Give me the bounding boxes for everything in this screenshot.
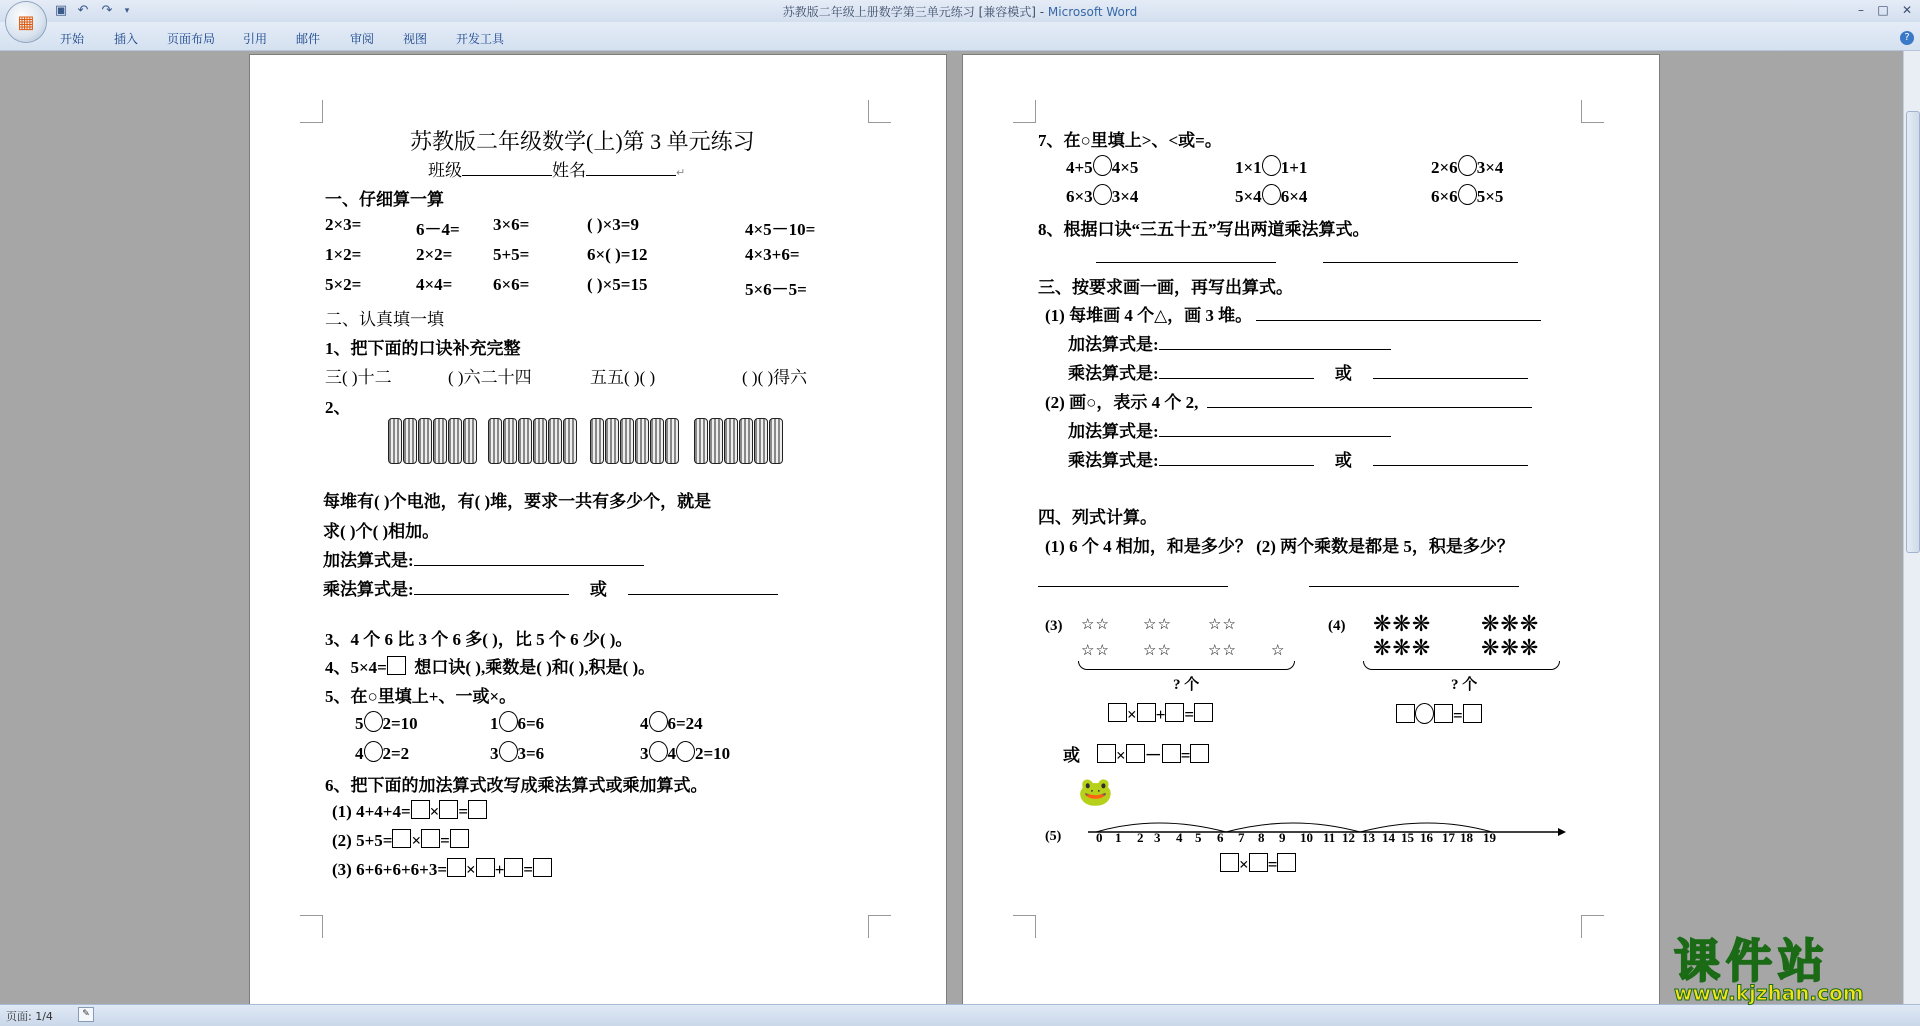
operator-circle[interactable] [649,741,668,762]
q2-line-2: 求( )个( )相加。 [323,522,440,541]
q7-rhs: 3×4 [1111,187,1139,206]
section-1-title: 一、仔细算一算 [325,190,444,209]
name-blank[interactable] [586,159,676,176]
q5-rhs: 3=6 [517,744,545,763]
q7-item [1235,155,1307,178]
crop-mark [1581,100,1604,123]
s3-2-add [1068,417,1391,442]
s3-1-add [1068,330,1391,355]
q6-item: (3) 6+6+6+6+3= × + = [332,858,552,880]
compare-circle[interactable] [1093,184,1112,205]
or-label: 或 [1334,451,1352,470]
mul-blank-2[interactable] [1373,449,1528,466]
number-line-tick: 9 [1279,830,1286,845]
q7-lhs: 6×3 [1066,187,1093,206]
q7-rhs: 5×5 [1476,187,1504,206]
answer-box[interactable] [447,858,466,877]
q7-item [1235,184,1307,207]
frog-icon: 🐸 [1078,777,1113,808]
page-2 [963,55,1659,1004]
answer-box[interactable] [1097,744,1116,763]
question-8: 8、根据口诀“三五十五”写出两道乘法算式。 [1038,220,1370,239]
answer-box[interactable] [411,800,430,819]
calc-cell: ( )×5=15 [587,275,648,294]
q5-mid: 4 [667,744,676,763]
mul-blank-2[interactable] [628,578,778,595]
q7-rhs: 4×5 [1111,158,1139,177]
crop-mark [300,100,323,123]
crop-mark [1581,915,1604,938]
add-formula-line [323,546,644,571]
q5-lhs: 4 [355,744,364,763]
tab-developer[interactable]: 开发工具 [456,32,505,46]
page-1 [250,55,946,1004]
star-pile: ☆☆ [1208,617,1237,633]
redo-icon[interactable]: ↷ [101,3,113,18]
answer-box[interactable] [1194,703,1213,722]
snowflake-pile: ❋❋❋ [1373,611,1432,636]
answer-box[interactable] [504,858,523,877]
answer-box[interactable] [421,829,440,848]
app-name: Microsoft Word [1047,5,1138,19]
answer-box[interactable] [1190,744,1209,763]
star-icon: ☆ [1271,643,1286,659]
calc-cell: 2×2= [416,245,453,264]
drawing-blank[interactable] [1207,391,1532,408]
vertical-scrollbar[interactable] [1903,51,1920,1004]
q5-item [490,741,544,764]
crop-mark [868,915,891,938]
section-2-title: 二、认真填一填 [325,310,444,329]
mul-label: 乘法算式是: [323,580,414,599]
operator-circle[interactable] [499,741,518,762]
answer-box[interactable] [1126,744,1145,763]
customize-quick-access-icon[interactable]: ▾ [124,6,130,16]
number-line-tick: 12 [1342,830,1355,845]
battery-pile [694,418,783,466]
s3-1-text: (1) 每堆画 4 个△，画 3 堆。 [1045,306,1253,325]
q5-item [640,741,730,764]
add-label: 加法算式是: [323,551,414,570]
number-line-tick: 4 [1176,830,1183,845]
number-line-tick: 5 [1195,830,1202,845]
calc-cell: 1×2= [325,245,362,264]
answer-box[interactable] [468,800,487,819]
number-line-tick: 13 [1362,830,1375,845]
number-line-tick: 19 [1483,830,1496,845]
q7-rhs: 1+1 [1280,158,1308,177]
calc-cell: 5×6－5= [745,280,807,299]
battery-pile [488,418,577,466]
mul-formula-line [323,575,778,600]
q1-item: ( )六二十四 [448,368,532,387]
page-indicator[interactable]: 页面: 1/4 [6,1010,53,1023]
s3-1-mul [1068,359,1528,384]
q7-rhs: 6×4 [1280,187,1308,206]
answer-box[interactable] [387,656,406,675]
q6-expr: (2) 5+5= [332,831,393,850]
section-4-title: 四、列式计算。 [1038,508,1157,527]
q4-prefix: 4、5×4= [325,658,387,677]
q5-lhs: 4 [640,714,649,733]
q1-item: 三( )十二 [325,368,392,387]
star-pile: ☆☆ [1208,643,1237,659]
q5-lhs: 1 [490,714,499,733]
answer-box[interactable] [450,829,469,848]
question-1: 1、把下面的口诀补充完整 [325,339,521,358]
calc-cell: ( )×3=9 [587,215,639,234]
minimize-icon[interactable]: – [1858,3,1864,17]
answer-box[interactable] [533,858,552,877]
q5-item [355,741,409,764]
mul-blank[interactable] [414,578,569,595]
q5-lhs: 3 [490,744,499,763]
tab-mailings[interactable]: 邮件 [296,32,321,46]
add-blank[interactable] [414,549,644,566]
or-label: 或 [1063,746,1080,765]
s4-blanks [1038,570,1519,592]
answer-box[interactable] [1137,703,1156,722]
brace [1078,661,1295,670]
question-7: 7、在○里填上>、<或=。 [1038,131,1222,150]
q5-rhs: 2=10 [382,714,418,733]
q5-rhs: 2=2 [382,744,410,763]
number-line-tick: 17 [1442,830,1455,845]
office-button[interactable]: ▦ [6,2,46,42]
ribbon-tabs [0,22,1920,51]
answer-box[interactable] [1108,703,1127,722]
answer-box[interactable] [1162,744,1181,763]
add-blank[interactable] [1159,333,1391,350]
s4-item-1: (1) 6 个 4 相加，和是多少？ (2) 两个乘数是都是 5，积是多少？ [1045,537,1514,556]
answer-box[interactable] [1277,853,1296,872]
q7-item [1066,155,1138,178]
calc-cell: 6－4= [416,220,460,239]
q7-item [1431,184,1503,207]
tab-references[interactable]: 引用 [243,32,268,46]
question-5: 5、在○里填上+、一或×。 [325,687,517,706]
class-name-line: 班级 姓名 ↵ [428,161,686,180]
q7-lhs: 6×6 [1431,187,1458,206]
answer-blank[interactable] [1309,570,1519,587]
tab-view[interactable]: 视图 [403,32,428,46]
compare-circle[interactable] [1262,155,1281,176]
status-bar [0,1004,1920,1026]
proofing-icon[interactable]: ✎ [78,1007,94,1022]
brace [1363,661,1560,670]
q5-rhs: 2=10 [695,744,731,763]
star-pile: ☆☆ [1143,643,1172,659]
s4-3-alt: 或 × － = [1063,741,1209,766]
number-line-tick: 16 [1420,830,1433,845]
help-icon[interactable]: ? [1900,31,1914,45]
question-count: ? 个 [1173,677,1200,693]
crop-mark [1013,100,1036,123]
tab-home[interactable]: 开始 [60,32,85,46]
number-line-tick: 2 [1137,830,1144,845]
operator-circle[interactable] [649,711,668,732]
q5-lhs: 5 [355,714,364,733]
q5-item [355,711,418,734]
save-icon[interactable]: ▣ [54,3,68,18]
q2-line-1: 每堆有( )个电池，有( )堆，要求一共有多少个，就是 [323,492,712,511]
calc-cell: 5+5= [493,245,530,264]
snowflake-pile: ❋❋❋ [1481,611,1540,636]
s3-item-1 [1045,301,1541,326]
q8-blanks [1096,246,1518,268]
s4-3-label: (3) [1045,618,1063,634]
answer-box[interactable] [1396,704,1415,723]
close-icon[interactable]: ✕ [1901,3,1913,17]
q5-rhs: 6=6 [517,714,545,733]
operator-circle[interactable] [499,711,518,732]
q6-item: (1) 4+4+4= × = [332,800,487,822]
calc-cell: 4×3+6= [745,245,800,264]
number-line-tick: 14 [1382,830,1395,845]
number-line-tick: 15 [1401,830,1414,845]
answer-blank[interactable] [1096,246,1276,263]
q5-rhs: 6=24 [667,714,703,733]
compare-circle[interactable] [1458,155,1477,176]
mul-blank[interactable] [1159,362,1314,379]
or-label: 或 [1334,364,1352,383]
document-title: 苏教版二年级上册数学第三单元练习 [兼容模式] - [782,5,1048,19]
compare-circle[interactable] [1458,184,1477,205]
class-label: 班级 [428,161,462,180]
mul-label: 乘法算式是: [1068,451,1159,470]
s4-5-label: (5) [1045,829,1062,844]
q7-item [1431,155,1503,178]
page-title: 苏教版二年级数学(上)第 3 单元练习 [410,129,755,154]
q1-item: ( )( )得六 [742,368,808,387]
q7-rhs: 3×4 [1476,158,1504,177]
operator-circle[interactable] [364,741,383,762]
crop-mark [868,100,891,123]
window-title [0,3,1920,20]
mul-blank[interactable] [1159,449,1314,466]
calc-cell: 6×6= [493,275,530,294]
title-bar [0,0,1920,22]
compare-circle[interactable] [1093,155,1112,176]
compare-circle[interactable] [1262,184,1281,205]
operator-circle[interactable] [676,741,695,762]
tab-page-layout[interactable]: 页面布局 [167,32,216,46]
answer-blank[interactable] [1038,570,1228,587]
answer-blank[interactable] [1323,246,1518,263]
number-line-tick: 11 [1323,830,1336,845]
answer-box[interactable] [476,858,495,877]
question-6: 6、把下面的加法算式改写成乘法算式或乘加算式。 [325,776,708,795]
q6-item: (2) 5+5= × = [332,829,469,851]
tab-review[interactable]: 审阅 [350,32,375,46]
q7-lhs: 5×4 [1235,187,1262,206]
answer-box[interactable] [392,829,411,848]
q6-expr: (1) 4+4+4= [332,802,411,821]
section-3-title: 三、按要求画一画，再写出算式。 [1038,278,1293,297]
question-4 [325,653,655,678]
s3-2-mul [1068,446,1528,471]
s3-item-2 [1045,388,1532,413]
calc-cell: 5×2= [325,275,362,294]
number-line-tick: 6 [1217,830,1224,845]
add-label: 加法算式是: [1068,335,1159,354]
number-line-tick: 1 [1115,830,1122,845]
q5-item [640,711,703,734]
number-line-tick: 18 [1460,830,1473,845]
answer-box[interactable] [1220,853,1239,872]
calc-cell: 4×4= [416,275,453,294]
number-line-tick: 10 [1300,830,1313,845]
number-line-tick: 7 [1238,830,1245,845]
star-pile: ☆☆ [1081,643,1110,659]
q1-item: 五五( )( ) [590,368,656,387]
s4-3-formula: × + = [1108,703,1213,725]
watermark-logo [1662,925,1902,1005]
calc-cell: 2×3= [325,215,362,234]
battery-pile [590,418,679,466]
mul-label: 乘法算式是: [1068,364,1159,383]
operator-circle[interactable] [1415,703,1434,724]
q7-lhs: 1×1 [1235,158,1262,177]
number-line-tick: 0 [1096,830,1103,845]
s4-4-formula: = [1396,703,1482,726]
s4-5-formula: × = [1220,853,1296,875]
scroll-thumb[interactable] [1906,111,1920,553]
watermark-url: www.kjzhan.com [1674,981,1864,1005]
question-3: 3、4 个 6 比 3 个 6 多( )，比 5 个 6 少( )。 [325,630,633,649]
maximize-icon[interactable]: □ [1877,3,1889,17]
snowflake-pile: ❋❋❋ [1481,635,1540,660]
class-blank[interactable] [462,159,552,176]
number-line-tick: 3 [1154,830,1161,845]
star-pile: ☆☆ [1081,617,1110,633]
q4-text: 想口诀( ),乘数是( )和( ),积是( )。 [414,658,656,677]
q7-lhs: 4+5 [1066,158,1093,177]
add-blank[interactable] [1159,420,1391,437]
or-label: 或 [589,580,607,599]
number-line-tick: 8 [1258,830,1265,845]
q6-expr: (3) 6+6+6+6+3= [332,860,448,879]
undo-icon[interactable]: ↶ [77,3,89,18]
question-2: 2、 [325,398,351,417]
crop-mark [1013,915,1036,938]
watermark-name: 课件站 [1674,934,1830,988]
q5-item [490,711,544,734]
tab-insert[interactable]: 插入 [114,32,139,46]
s4-4-label: (4) [1328,618,1346,634]
add-label: 加法算式是: [1068,422,1159,441]
crop-mark [300,915,323,938]
name-label: 姓名 [552,161,586,180]
calc-cell: 3×6= [493,215,530,234]
mul-blank-2[interactable] [1373,362,1528,379]
q7-item [1066,184,1138,207]
battery-pile [388,418,477,466]
answer-box[interactable] [439,800,458,819]
star-pile: ☆☆ [1143,617,1172,633]
question-count: ? 个 [1451,677,1478,693]
calc-cell: 6×( )=12 [587,245,648,264]
snowflake-pile: ❋❋❋ [1373,635,1432,660]
answer-box[interactable] [1463,704,1482,723]
q5-lhs: 3 [640,744,649,763]
operator-circle[interactable] [364,711,383,732]
calc-cell: 4×5－10= [745,220,816,239]
drawing-blank[interactable] [1256,304,1541,321]
s3-2-text: (2) 画○，表示 4 个 2, [1045,393,1199,412]
answer-box[interactable] [1249,853,1268,872]
answer-box[interactable] [1434,704,1453,723]
answer-box[interactable] [1165,703,1184,722]
q7-lhs: 2×6 [1431,158,1458,177]
